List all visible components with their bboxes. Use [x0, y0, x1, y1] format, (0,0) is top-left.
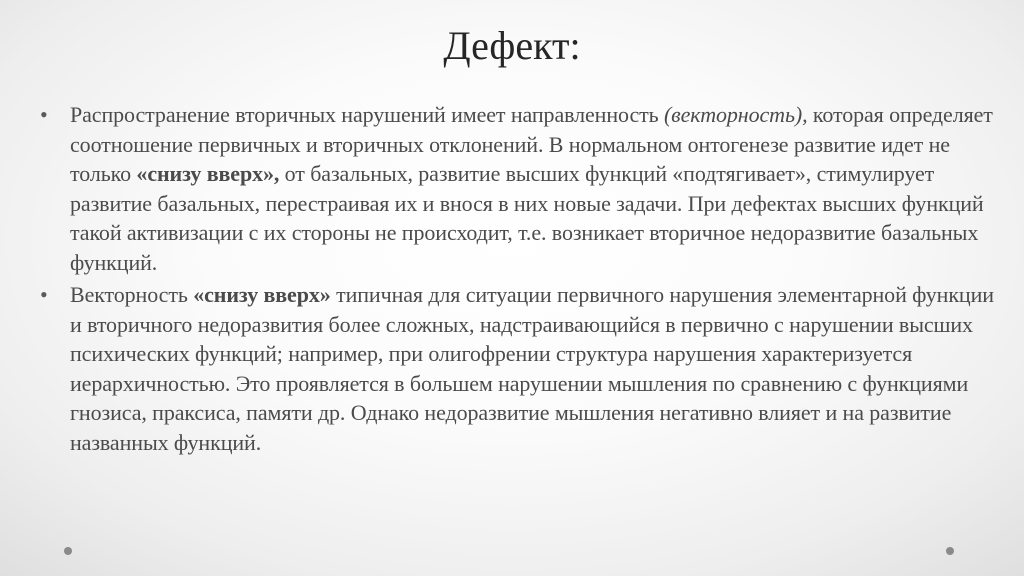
- bullet-text-italic: (векторность),: [663, 102, 808, 127]
- bullet-text-part: которая определяет соотношение первичных и вторичных отклонений. В нормальном онтогенезе развитие идет не только: [70, 102, 993, 186]
- bullet-text-part: Векторность: [70, 282, 194, 307]
- slide-title: Дефект:: [443, 23, 581, 68]
- bullet-item-2: [40, 280, 1000, 457]
- bullet-list: [40, 100, 1000, 460]
- bullet-text-part: Распространение вторичных нарушений имеет направленность: [70, 102, 664, 127]
- bullet-marker: •: [40, 282, 48, 307]
- bullet-text-part: типичная для ситуации первичного нарушения элементарной функции и вторичного недоразвития более сложных, надстраивающийся в первично с нарушении высших психических функций; например, при олигофрении структура нарушения характеризуется иерархичностью. Это проявляется в большем нарушении мышления по сравнению с функциями гнозиса, праксиса, памяти др. Однако недоразвитие мышления негативно влияет и на развитие названных функций.: [70, 282, 994, 455]
- bullet-text-part: от базальных, развитие высших функций «подтягивает», стимулирует развитие базальных, перестраивая их и внося в них новые задачи. При дефектах высших функций такой активизации с их стороны не происходит, т.е. возникает вторичное недоразвитие базальных функций.: [70, 161, 984, 275]
- slide-nav-dot-left: [64, 547, 72, 555]
- bullet-text-bold: «снизу вверх»: [193, 282, 331, 307]
- bullet-item-1: [40, 100, 1000, 277]
- bullet-text-bold: «снизу вверх»,: [136, 161, 280, 186]
- slide-nav-dot-right: [946, 547, 954, 555]
- bullet-marker: •: [40, 102, 48, 127]
